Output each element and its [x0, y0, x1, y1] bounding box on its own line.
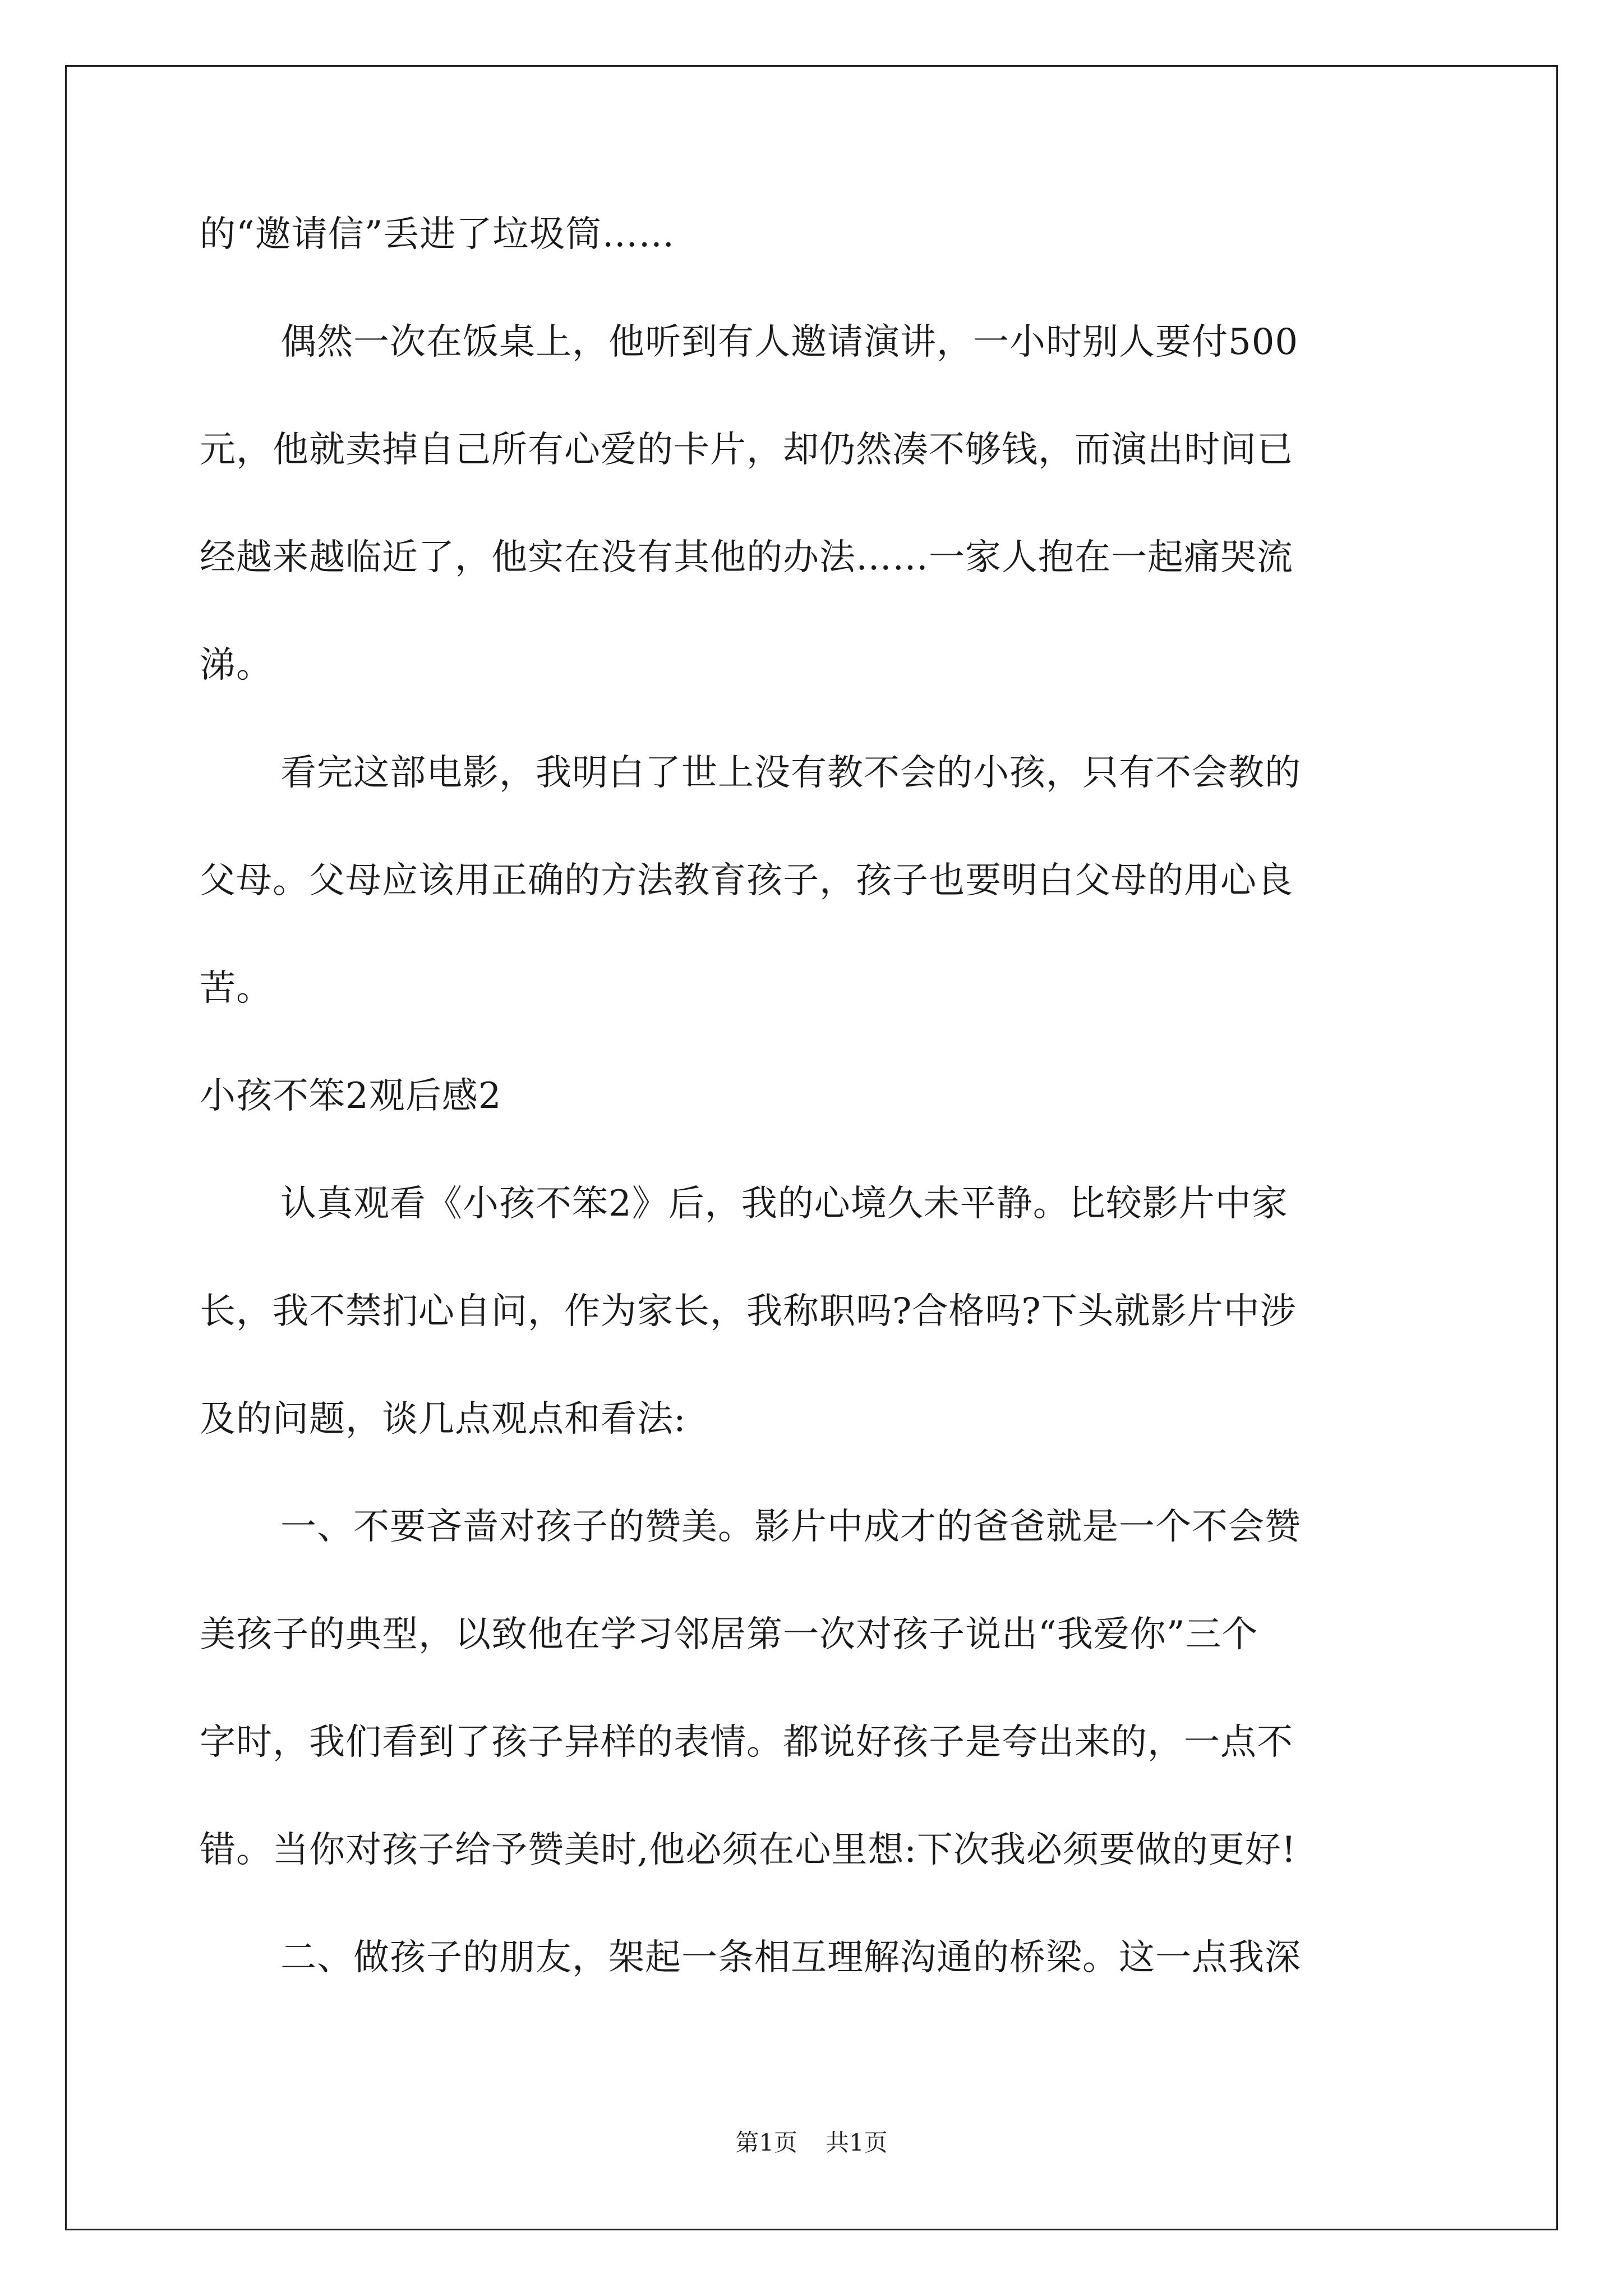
paragraph-start-line: 一、不要吝啬对孩子的赞美。影片中成才的爸爸就是一个不会赞 — [280, 1506, 1301, 1548]
page-number-total: 共1页 — [826, 2129, 888, 2156]
paragraph-start-line: 看完这部电影，我明白了世上没有教不会的小孩，只有不会教的 — [280, 752, 1301, 794]
page-footer — [0, 2126, 1623, 2160]
text-line: 字时，我们看到了孩子异样的表情。都说好孩子是夸出来的，一点不 — [200, 1722, 1293, 1763]
text-line: 涕。 — [200, 645, 273, 686]
section-heading: 小孩不笨2观后感2 — [200, 1075, 502, 1117]
page-border — [65, 65, 1558, 2230]
paragraph-start-line: 偶然一次在饭桌上，他听到有人邀请演讲，一小时别人要付500 — [280, 321, 1299, 363]
text-line: 美孩子的典型，以致他在学习邻居第一次对孩子说出“我爱你”三个 — [200, 1614, 1258, 1655]
text-line: 经越来越临近了，他实在没有其他的办法……一家人抱在一起痛哭流 — [200, 537, 1293, 578]
text-line: 及的问题，谈几点观点和看法: — [200, 1398, 686, 1440]
text-line: 的“邀请信”丢进了垃圾筒…… — [200, 214, 675, 255]
text-line: 父母。父母应该用正确的方法教育孩子，孩子也要明白父母的用心良 — [200, 860, 1293, 901]
page-number-current: 第1页 — [735, 2129, 797, 2156]
text-line: 苦。 — [200, 968, 273, 1009]
text-line: 元，他就卖掉自己所有心爱的卡片，却仍然凑不够钱，而演出时间已 — [200, 429, 1293, 471]
paragraph-start-line: 认真观看《小孩不笨2》后，我的心境久未平静。比较影片中家 — [280, 1183, 1288, 1225]
paragraph-start-line: 二、做孩子的朋友，架起一条相互理解沟通的桥梁。这一点我深 — [280, 1937, 1301, 1978]
text-line: 错。当你对孩子给予赞美时,他必须在心里想:下次我必须要做的更好! — [200, 1829, 1297, 1871]
text-line: 长，我不禁扪心自问，作为家长，我称职吗?合格吗?下头就影片中涉 — [200, 1291, 1297, 1332]
